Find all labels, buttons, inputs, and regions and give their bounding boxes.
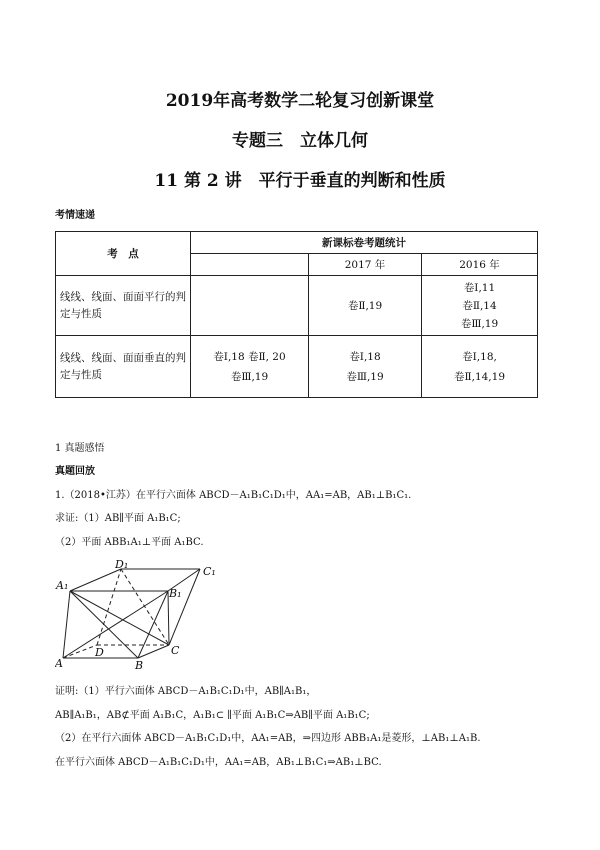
cell-line: 卷Ⅲ,19 xyxy=(460,317,499,330)
prove-part-2: （2）平面 ABB₁A₁⊥平面 A₁BC. xyxy=(55,537,204,548)
section-number: 1 真题感悟 xyxy=(55,443,105,454)
unlabeled-year-header xyxy=(191,254,309,276)
exam-statistics-table xyxy=(55,231,538,398)
year-header-2016: 2016 年 xyxy=(422,254,538,276)
cell-line: 卷Ⅰ,18 卷Ⅱ, 20 xyxy=(213,350,286,363)
cell-line: 卷Ⅱ,14 xyxy=(462,299,497,312)
problem-statement: 1.（2018•江苏）在平行六面体 ABCD－A₁B₁C₁D₁中，AA₁=AB，AB₁⊥B₁C₁. xyxy=(55,490,412,501)
proof-line: 在平行六面体 ABCD－A₁B₁C₁D₁中，AA₁=AB，AB₁⊥B₁C₁⇒AB₁⊥BC. xyxy=(55,757,382,768)
label-d: D xyxy=(95,646,104,659)
topic-column-header: 考 点 xyxy=(56,232,191,276)
unlabeled-cell xyxy=(191,336,309,398)
proof-line: AB∥A₁B₁，AB⊄平面 A₁B₁C，A₁B₁⊂ ∥平面 A₁B₁C⇒AB∥平面 A₁B₁C; xyxy=(55,710,370,721)
cell-2016 xyxy=(422,276,538,336)
table-row xyxy=(56,276,538,336)
label-b1: B₁ xyxy=(169,587,182,600)
prove-part-1: 求证:（1）AB∥平面 A₁B₁C; xyxy=(55,513,181,524)
proof-line: 证明:（1）平行六面体 ABCD－A₁B₁C₁D₁中，AB∥A₁B₁， xyxy=(55,686,317,697)
label-b: B xyxy=(135,659,144,670)
exam-info-label: 考情速递 xyxy=(55,210,95,221)
unlabeled-cell xyxy=(191,276,309,336)
cell-2017: 卷Ⅱ,19 xyxy=(309,276,422,336)
label-c: C xyxy=(171,644,180,657)
parallelepiped-figure xyxy=(55,560,225,670)
label-a1: A₁ xyxy=(56,579,69,592)
lecture-title: 11 第 2 讲 平行于垂直的判断和性质 xyxy=(154,171,446,191)
cell-line: 卷Ⅰ,18 xyxy=(349,350,381,363)
cell-2017 xyxy=(309,336,422,398)
cell-line: 卷Ⅲ,19 xyxy=(230,370,269,383)
stats-header: 新课标卷考题统计 xyxy=(191,232,538,254)
section-title: 真题回放 xyxy=(55,466,95,477)
topic-cell: 线线、线面、面面垂直的判定与性质 xyxy=(56,336,191,398)
topic-subtitle: 专题三 立体几何 xyxy=(232,131,368,151)
table-row xyxy=(56,336,538,398)
cell-line: 卷Ⅲ,19 xyxy=(346,370,384,383)
cell-line: 卷Ⅱ,14,19 xyxy=(453,370,506,383)
topic-cell: 线线、线面、面面平行的判定与性质 xyxy=(56,276,191,336)
year-header-2017: 2017 年 xyxy=(309,254,422,276)
label-a: A xyxy=(55,657,63,670)
label-d1: D₁ xyxy=(115,560,129,571)
cell-2016 xyxy=(422,336,538,398)
proof-line: （2）在平行六面体 ABCD－A₁B₁C₁D₁中，AA₁=AB，⇒四边形 ABB₁A₁是菱形，⊥AB₁⊥A₁B. xyxy=(55,733,481,744)
cell-line: 卷Ⅰ,18, xyxy=(462,350,497,363)
cell-line: 卷Ⅰ,11 xyxy=(463,281,496,294)
label-c1: C₁ xyxy=(203,565,216,578)
document-title: 2019年高考数学二轮复习创新课堂 xyxy=(165,91,435,111)
